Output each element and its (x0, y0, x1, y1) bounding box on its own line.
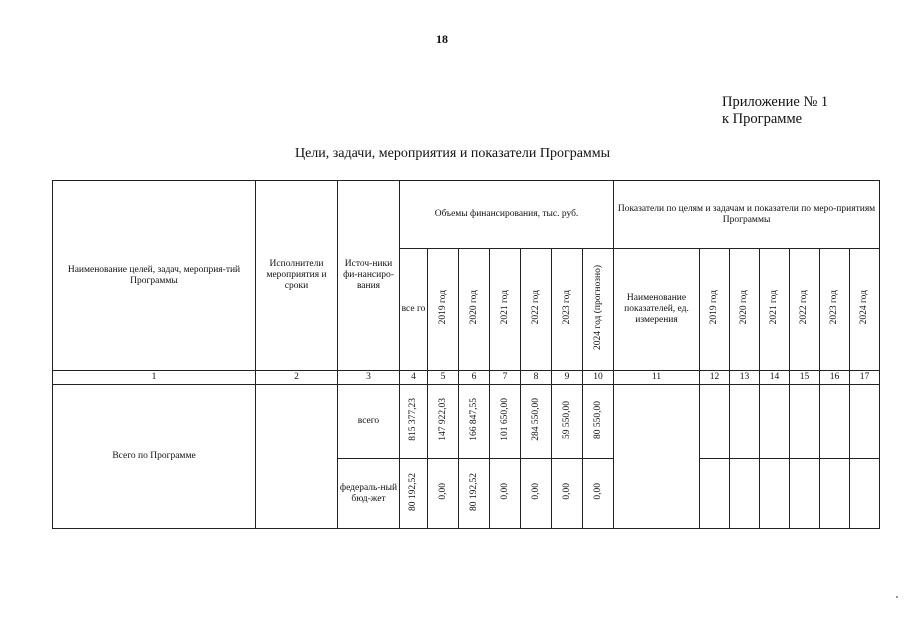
header-ind-2021 (760, 249, 790, 371)
header-ind-2023 (820, 249, 850, 371)
page-number: 18 (436, 32, 448, 46)
value-total-2022: 284 550,00 (530, 398, 541, 441)
col-number-7: 7 (490, 371, 521, 385)
header-ind-2023-label: 2023 год (829, 290, 840, 325)
row-name: Всего по Программе (53, 385, 256, 529)
value-federal-all: 80 192,52 (408, 472, 418, 511)
header-ind-2020-label: 2020 год (739, 290, 750, 325)
cell-federal-all (400, 459, 428, 529)
cell-ind-2020-b (730, 459, 760, 529)
col-number-2: 2 (256, 371, 338, 385)
col-number-4: 4 (400, 371, 428, 385)
cell-indicator-name (614, 385, 700, 529)
col-number-13: 13 (730, 371, 760, 385)
cell-ind-2022-b (790, 459, 820, 529)
cell-total-2020 (459, 385, 490, 459)
header-fin-2020-label: 2020 год (468, 290, 479, 325)
value-federal-2020: 80 192,52 (468, 472, 479, 511)
value-federal-2024: 0,00 (592, 483, 603, 500)
value-federal-2023: 0,00 (561, 483, 572, 500)
row-source-total: всего (338, 385, 400, 459)
value-total-2021: 101 650,00 (499, 398, 510, 441)
cell-ind-2023-b (820, 459, 850, 529)
header-fin-total: все го (400, 249, 428, 371)
col-number-1: 1 (53, 371, 256, 385)
header-fin-2021 (490, 249, 521, 371)
appendix-line-1: Приложение № 1 (722, 94, 829, 110)
header-fin-2023 (552, 249, 583, 371)
cell-total-2021 (490, 385, 521, 459)
program-table (52, 180, 880, 529)
cell-federal-2023 (552, 459, 583, 529)
row-executors (256, 385, 338, 529)
header-row-1 (53, 181, 880, 249)
header-ind-2022 (790, 249, 820, 371)
header-ind-2019-label: 2019 год (709, 290, 720, 325)
header-financing-group: Объемы финансирования, тыс. руб. (400, 181, 614, 249)
cell-federal-2021 (490, 459, 521, 529)
header-fin-2019-label: 2019 год (437, 290, 448, 325)
col-number-8: 8 (521, 371, 552, 385)
header-ind-2020 (730, 249, 760, 371)
col-number-6: 6 (459, 371, 490, 385)
col-number-11: 11 (614, 371, 700, 385)
header-name: Наименование целей, задач, мероприя-тий Программы (53, 181, 256, 371)
cell-ind-2021-a (760, 385, 790, 459)
row-source-federal: федераль-ный бюд-жет (338, 459, 400, 529)
cell-ind-2019-b (700, 459, 730, 529)
col-number-9: 9 (552, 371, 583, 385)
cell-total-all (400, 385, 428, 459)
col-number-14: 14 (760, 371, 790, 385)
header-sources: Источ-ники фи-нансиро-вания (338, 181, 400, 371)
header-fin-2022-label: 2022 год (530, 290, 541, 325)
cell-total-2024 (583, 385, 614, 459)
value-federal-2021: 0,00 (499, 483, 510, 500)
cell-federal-2020 (459, 459, 490, 529)
value-total-2019: 147 922,03 (437, 398, 448, 441)
cell-ind-2023-a (820, 385, 850, 459)
cell-federal-2024 (583, 459, 614, 529)
header-executors: Исполнители мероприятия и сроки (256, 181, 338, 371)
col-number-17: 17 (850, 371, 880, 385)
header-ind-2024-label: 2024 год (859, 290, 870, 325)
value-total-2024: 80 550,00 (592, 400, 603, 439)
header-fin-2019 (428, 249, 459, 371)
cell-ind-2024-a (850, 385, 880, 459)
header-fin-2021-label: 2021 год (499, 290, 510, 325)
cell-ind-2024-b (850, 459, 880, 529)
col-number-15: 15 (790, 371, 820, 385)
value-federal-2022: 0,00 (530, 483, 541, 500)
cell-federal-2019 (428, 459, 459, 529)
header-fin-2024-label: 2024 год (прогнозно) (592, 265, 603, 350)
value-total-2020: 166 847,55 (468, 398, 479, 441)
col-number-10: 10 (583, 371, 614, 385)
header-indicators-group: Показатели по целям и задачам и показатели по меро-приятиям Программы (614, 181, 880, 249)
cell-ind-2021-b (760, 459, 790, 529)
header-ind-2019 (700, 249, 730, 371)
cell-ind-2019-a (700, 385, 730, 459)
cell-federal-2022 (521, 459, 552, 529)
value-federal-2019: 0,00 (437, 483, 448, 500)
header-fin-2022 (521, 249, 552, 371)
col-number-16: 16 (820, 371, 850, 385)
table-row (53, 385, 880, 459)
col-number-12: 12 (700, 371, 730, 385)
column-number-row (53, 371, 880, 385)
col-number-3: 3 (338, 371, 400, 385)
scan-speck (896, 596, 898, 598)
cell-ind-2020-a (730, 385, 760, 459)
appendix-line-2: к Программе (722, 111, 803, 127)
header-ind-2024 (850, 249, 880, 371)
col-number-5: 5 (428, 371, 459, 385)
cell-ind-2022-a (790, 385, 820, 459)
cell-total-2019 (428, 385, 459, 459)
value-total-all: 815 377,23 (408, 398, 418, 441)
cell-total-2023 (552, 385, 583, 459)
header-fin-2024 (583, 249, 614, 371)
header-ind-2022-label: 2022 год (799, 290, 810, 325)
appendix-label (722, 94, 828, 128)
header-indicator-name: Наименование показателей, ед. измерения (614, 249, 700, 371)
header-fin-2023-label: 2023 год (561, 290, 572, 325)
header-fin-2020 (459, 249, 490, 371)
cell-total-2022 (521, 385, 552, 459)
header-ind-2021-label: 2021 год (769, 290, 780, 325)
document-title: Цели, задачи, мероприятия и показатели Программы (294, 146, 611, 161)
value-total-2023: 59 550,00 (561, 400, 572, 439)
